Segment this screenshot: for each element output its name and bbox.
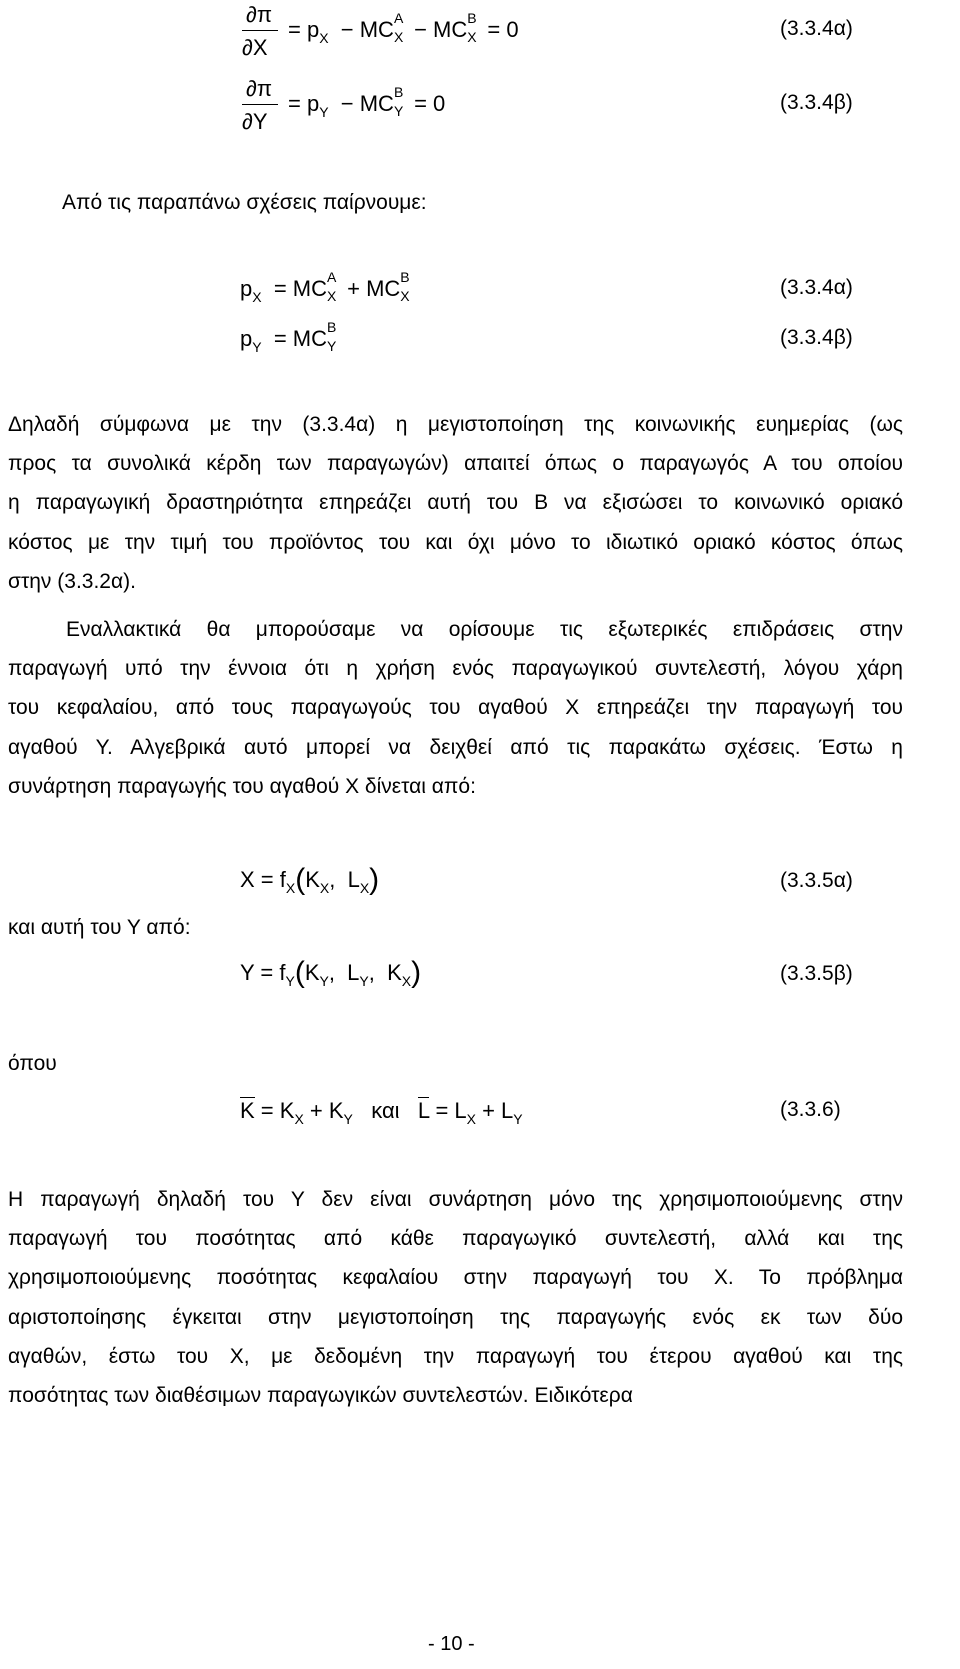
text-line: ποσότητας των διαθέσιμων παραγωγικών συντελεστών. Ειδικότερα	[8, 1383, 633, 1407]
equation-label: (3.3.5β)	[780, 962, 853, 985]
text-line: χρησιμοποιούμενης ποσότητας κεφαλαίου στην παραγωγή του Χ. Το πρόβλημα	[8, 1266, 903, 1290]
text-line: αγαθού Υ. Αλγεβρικά αυτό μπορεί να δειχθεί από τις παρακάτω σχέσεις. Έστω η	[8, 735, 903, 759]
connector-text: και	[371, 1098, 400, 1123]
text-line: στην (3.3.2α).	[8, 569, 136, 593]
text-line: συνάρτηση παραγωγής του αγαθού Χ δίνεται από:	[8, 774, 476, 798]
text-line: αριστοποίησης έγκειται στην μεγιστοποίηση της παραγωγής ενός εκ των δύο	[8, 1305, 903, 1329]
text-line: Η παραγωγή δηλαδή του Υ δεν είναι συνάρτηση μόνο της χρησιμοποιούμενης στην	[8, 1188, 903, 1211]
text-line: η παραγωγική δραστηριότητα επηρεάζει αυτή του Β να εξισώσει το κοινωνικό οριακό	[8, 491, 903, 515]
text-line: προς τα συνολικά κέρδη των παραγωγών) απαιτεί όπως ο παραγωγός Α του οποίου	[8, 452, 903, 476]
text-line: παραγωγή υπό την έννοια ότι η χρήση ενός παραγωγικού συντελεστή, λόγου χάρη	[8, 657, 903, 681]
paragraph-external-effects	[8, 610, 903, 806]
page-number: - 10 -	[428, 1633, 475, 1655]
equation-label: (3.3.5α)	[780, 869, 853, 892]
text-line: κόστος με την τιμή του προϊόντος του και όχι μόνο το ιδιωτικό οριακό κόστος όπως	[8, 530, 903, 554]
text-line: παραγωγή του ποσότητας από κάθε παραγωγικό συντελεστή, αλλά και της	[8, 1227, 903, 1251]
text-line: του κεφαλαίου, από τους παραγωγούς του αγαθού Χ επηρεάζει την παραγωγή του	[8, 696, 903, 720]
equation-label: (3.3.4α)	[780, 276, 853, 299]
equation-label: (3.3.4β)	[780, 91, 853, 114]
equation-label: (3.3.6)	[780, 1098, 841, 1121]
paragraph-optimization	[8, 1180, 903, 1415]
equation-label: (3.3.4α)	[780, 17, 853, 40]
paragraph-social-welfare	[8, 405, 903, 601]
equation-label: (3.3.4β)	[780, 326, 853, 349]
text-line: αγαθών, έστω του Χ, με δεδομένη την παραγωγή του έτερου αγαθού και της	[8, 1344, 903, 1368]
text-line: Εναλλακτικά θα μπορούσαμε να ορίσουμε τις εξωτερικές επιδράσεις στην	[66, 618, 903, 641]
where-text: όπου	[8, 1052, 57, 1075]
and-y-text: και αυτή του Υ από:	[8, 916, 191, 939]
text-line: Δηλαδή σύμφωνα με την (3.3.4α) η μεγιστοποίηση της κοινωνικής ευημερίας (ως	[8, 413, 903, 436]
intro-text: Από τις παραπάνω σχέσεις παίρνουμε:	[62, 191, 427, 214]
